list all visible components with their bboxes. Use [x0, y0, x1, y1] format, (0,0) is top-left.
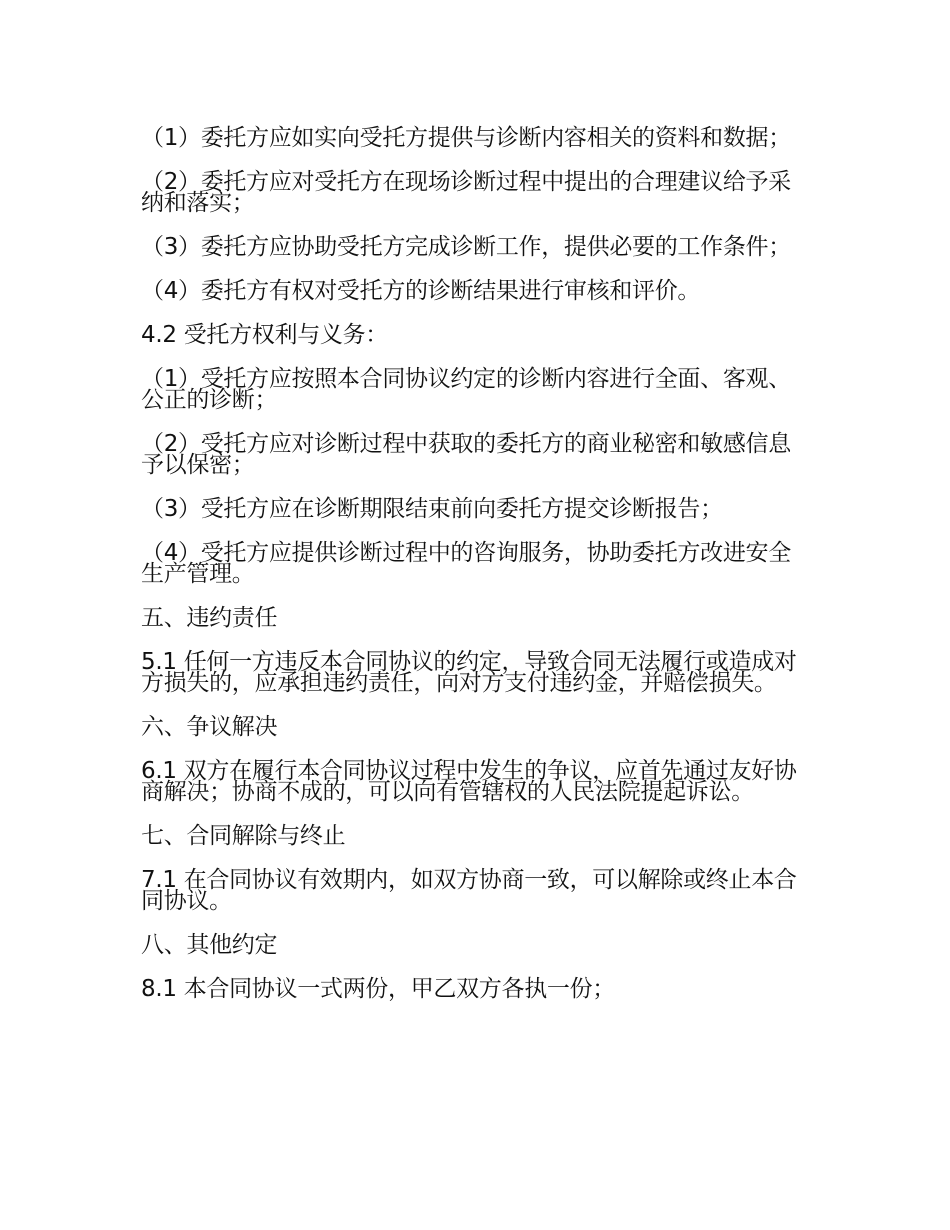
clause-paragraph: 6.1 双方在履行本合同协议过程中发生的争议，应首先通过友好协商解决；协商不成的，可以向有管辖权的人民法院提起诉讼。	[141, 758, 797, 805]
clause-paragraph: （2）受托方应对诊断过程中获取的委托方的商业秘密和敏感信息予以保密；	[141, 431, 791, 478]
clause-paragraph: （1）受托方应按照本合同协议约定的诊断内容进行全面、客观、公正的诊断；	[141, 366, 791, 413]
section-heading: 八、其他约定	[141, 932, 278, 958]
section-heading: 五、违约责任	[141, 605, 278, 631]
clause-paragraph: （3）受托方应在诊断期限结束前向委托方提交诊断报告；	[141, 496, 723, 522]
clause-paragraph: 7.1 在合同协议有效期内，如双方协商一致，可以解除或终止本合同协议。	[141, 867, 797, 914]
section-heading: 六、争议解决	[141, 714, 278, 740]
document-body	[141, 125, 813, 1023]
clause-paragraph: 8.1 本合同协议一式两份，甲乙双方各执一份；	[141, 976, 615, 1002]
section-subheading: 4.2 受托方权利与义务：	[141, 322, 388, 348]
clause-paragraph: （4）受托方应提供诊断过程中的咨询服务，协助委托方改进安全生产管理。	[141, 540, 791, 587]
clause-paragraph: （2）委托方应对受托方在现场诊断过程中提出的合理建议给予采纳和落实；	[141, 169, 791, 216]
clause-paragraph: 5.1 任何一方违反本合同协议的约定，导致合同无法履行或造成对方损失的，应承担违约责任，向对方支付违约金，并赔偿损失。	[141, 649, 797, 696]
clause-paragraph: （4）委托方有权对受托方的诊断结果进行审核和评价。	[141, 278, 701, 304]
section-heading: 七、合同解除与终止	[141, 823, 346, 849]
clause-paragraph: （3）委托方应协助受托方完成诊断工作，提供必要的工作条件；	[141, 234, 791, 260]
clause-paragraph: （1）委托方应如实向受托方提供与诊断内容相关的资料和数据；	[141, 125, 791, 151]
